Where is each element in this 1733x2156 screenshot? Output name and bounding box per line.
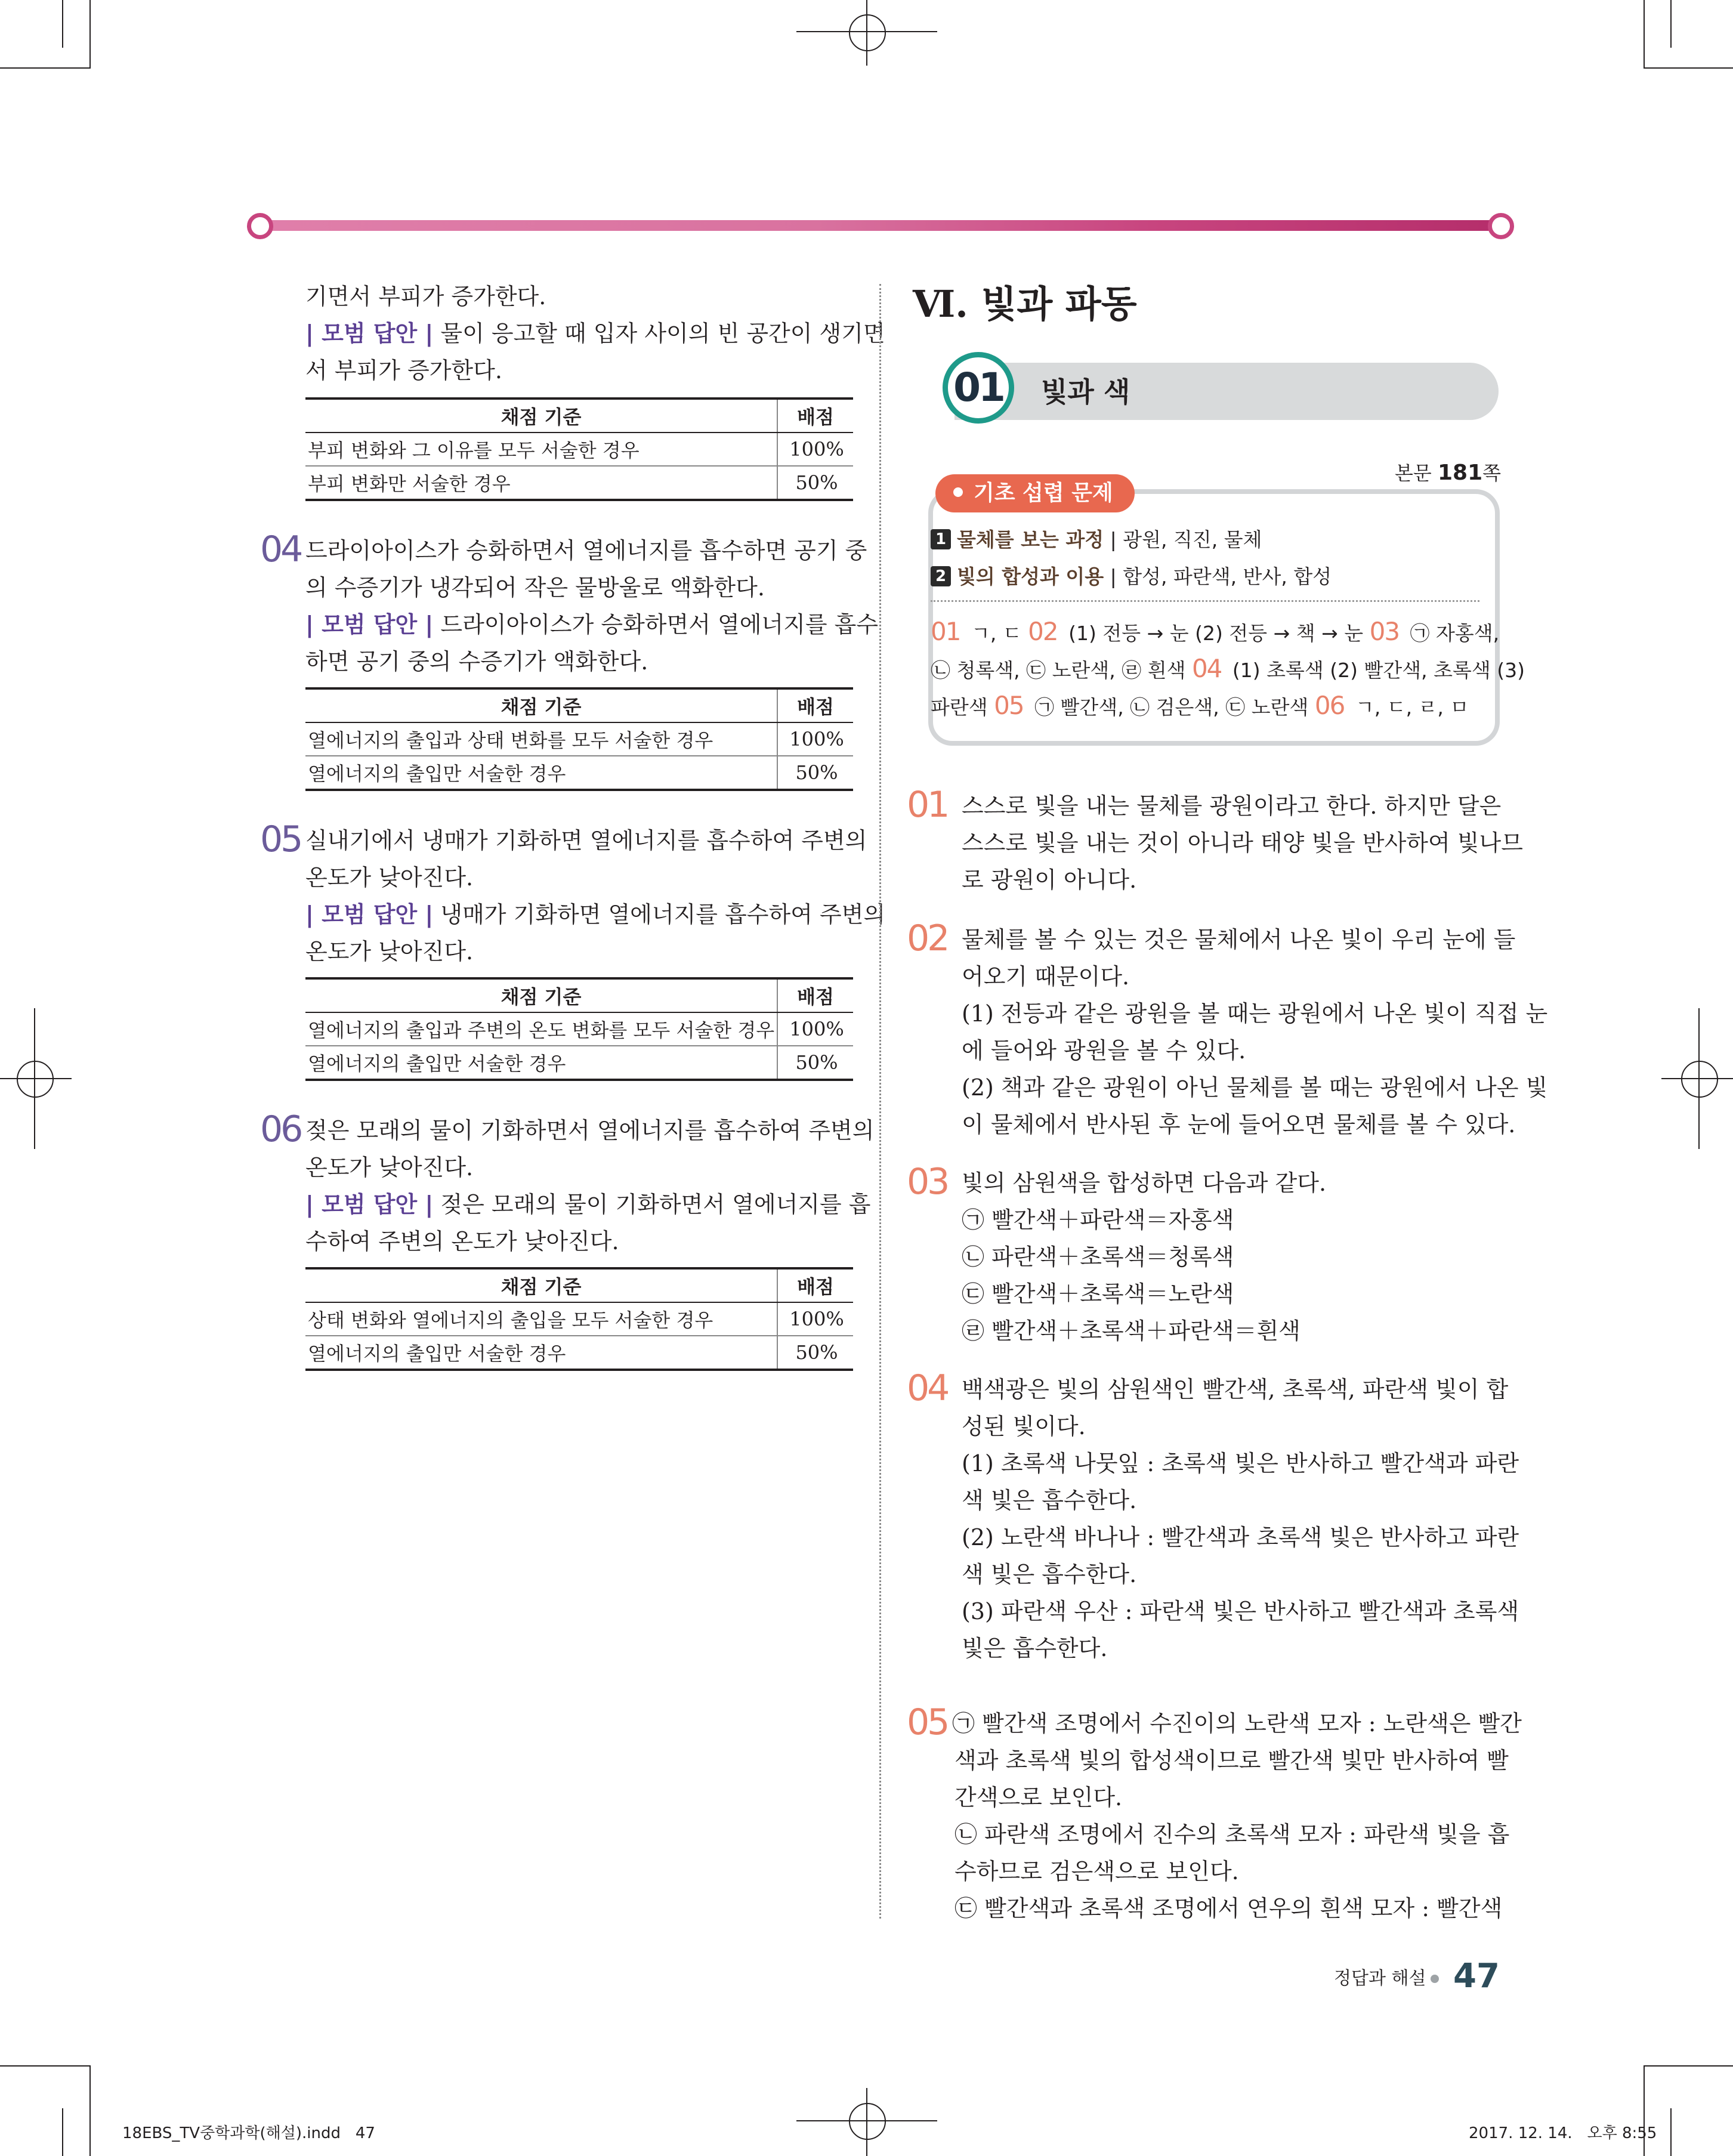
explanation-text: ㉠ 빨간색 조명에서 수진이의 노란색 모자 : 노란색은 빨간 (952, 1710, 1522, 1737)
column-divider (879, 284, 881, 1919)
section-banner (954, 363, 1499, 420)
answer-text: 젖은 모래의 물이 기화하면서 열에너지를 흡 (433, 1191, 871, 1218)
explanation-text: 어오기 때문이다. (962, 963, 1130, 990)
score-header: 배점 (777, 978, 853, 1012)
explanation-text: 빛은 흡수한다. (962, 1635, 1108, 1661)
page-number: 47 (1453, 1957, 1500, 1996)
score-header: 배점 (777, 688, 853, 722)
explanation-text: 성된 빛이다. (962, 1413, 1086, 1440)
item-key: 빛의 합성과 이용 (957, 565, 1104, 588)
chapter-heading (913, 274, 1137, 328)
print-timestamp: 2017. 12. 14. 오후 8:55 (1469, 2124, 1657, 2142)
question-number: 04 (260, 529, 301, 570)
question-number: 04 (907, 1367, 948, 1409)
criteria-header: 채점 기준 (305, 1268, 777, 1302)
criteria-cell: 열에너지의 출입과 상태 변화를 모두 서술한 경우 (305, 722, 777, 756)
answer-number: 01 (931, 617, 960, 646)
explanation-text: 빛의 삼원색을 합성하면 다음과 같다. (962, 1170, 1327, 1196)
question-number: 05 (260, 818, 301, 860)
explanation-text: 의 수증기가 냉각되어 작은 물방울로 액화한다. (305, 574, 765, 601)
criteria-cell: 열에너지의 출입과 주변의 온도 변화를 모두 서술한 경우 (305, 1012, 777, 1046)
explanation-text: 스스로 빛을 내는 물체를 광원이라고 한다. 하지만 달은 (962, 793, 1502, 819)
explanation-text: ㉢ 빨간색＋초록색＝노란색 (962, 1281, 1234, 1307)
basics-answers-line-1 (931, 613, 1499, 652)
basics-answers-line-3 (931, 687, 1469, 726)
question-number: 06 (260, 1108, 301, 1150)
explanation-text: 젖은 모래의 물이 기화하면서 열에너지를 흡수하여 주변의 (305, 1117, 875, 1144)
basics-label (935, 474, 1135, 512)
criteria-cell: 열에너지의 출입만 서술한 경우 (305, 1336, 777, 1370)
item-sep: | (1104, 528, 1123, 551)
grading-table-06 (305, 1267, 853, 1371)
explanation-text: 로 광원이 아니다. (962, 867, 1137, 893)
header-rule-right-dot (1488, 213, 1514, 239)
explanation-text: 이 물체에서 반사된 후 눈에 들어오면 물체를 볼 수 있다. (962, 1111, 1516, 1138)
question-number: 05 (907, 1701, 948, 1743)
answer-text: ㉡ 청록색, ㉢ 노란색, ㉣ 흰색 (931, 659, 1192, 682)
answer-text: 파란색 (931, 696, 994, 719)
explanation-text: 색 빛은 흡수한다. (962, 1561, 1137, 1587)
item-number-badge: 2 (931, 566, 951, 586)
model-answer (305, 896, 885, 933)
explanation-text: (2) 노란색 바나나 : 빨간색과 초록색 빛은 반사하고 파란 (962, 1524, 1519, 1550)
answer-number: 05 (994, 691, 1024, 720)
answer-text: (1) 초록색 (2) 빨간색, 초록색 (3) (1226, 659, 1525, 682)
page-ref-prefix: 본문 (1395, 462, 1438, 484)
grading-table-intro (305, 397, 853, 501)
answer-text-cont: 온도가 낮아진다. (305, 938, 474, 965)
explanation-text: (1) 초록색 나뭇잎 : 초록색 빛은 반사하고 빨간색과 파란 (962, 1450, 1519, 1477)
score-cell: 50% (777, 1336, 853, 1370)
intro-answer (305, 315, 885, 352)
basics-item-2 (931, 558, 1332, 595)
explanation-text: 백색광은 빛의 삼원색인 빨간색, 초록색, 파란색 빛이 합 (962, 1376, 1509, 1403)
footer-label: 정답과 해설 (1334, 1968, 1426, 1989)
answer-text: ㉠ 빨간색, ㉡ 검은색, ㉢ 노란색 (1028, 696, 1315, 719)
page-reference (1395, 458, 1501, 488)
section-title: 빛과 색 (1041, 376, 1130, 408)
item-key: 물체를 보는 과정 (957, 528, 1104, 551)
explanation-text: 실내기에서 냉매가 기화하면 열에너지를 흡수하여 주변의 (305, 827, 867, 854)
basics-item-1 (931, 521, 1262, 558)
chapter-number: Ⅵ. (913, 282, 968, 326)
answer-text-cont: 수하여 주변의 온도가 낮아진다. (305, 1228, 619, 1255)
model-answer-label: | 모범 답안 | (305, 320, 434, 347)
question-number: 03 (907, 1161, 948, 1203)
score-cell: 50% (777, 756, 853, 790)
explanation-text: 색 빛은 흡수한다. (962, 1487, 1137, 1513)
explanation-text: (2) 책과 같은 광원이 아닌 물체를 볼 때는 광원에서 나온 빛 (962, 1074, 1548, 1101)
explanation-text: 색과 초록색 빛의 합성색이므로 빨간색 빛만 반사하여 빨 (954, 1747, 1509, 1774)
explanation-text: ㉡ 파란색＋초록색＝청록색 (962, 1244, 1234, 1270)
answer-text: ㄱ, ㄷ, ㄹ, ㅁ (1349, 696, 1469, 719)
answer-number: 03 (1369, 617, 1400, 646)
score-cell: 50% (777, 466, 853, 500)
page-ref-number: 181 (1438, 461, 1483, 485)
explanation-text: 스스로 빛을 내는 것이 아니라 태양 빛을 반사하여 빛나므 (962, 830, 1523, 856)
answer-text: ㉠ 자홍색, (1404, 622, 1500, 645)
item-value: 합성, 파란색, 반사, 합성 (1123, 565, 1332, 588)
bullet-icon (953, 487, 963, 497)
explanation-text: 간색으로 보인다. (954, 1784, 1123, 1811)
criteria-cell: 부피 변화와 그 이유를 모두 서술한 경우 (305, 433, 777, 466)
header-rule-left-dot (247, 213, 273, 239)
explanation-text: 드라이아이스가 승화하면서 열에너지를 흡수하면 공기 중 (305, 538, 867, 564)
header-rule (258, 220, 1499, 231)
answer-number: 02 (1028, 617, 1058, 646)
answer-text: 드라이아이스가 승화하면서 열에너지를 흡수 (433, 611, 879, 638)
criteria-header: 채점 기준 (305, 688, 777, 722)
intro-answer-cont: 서 부피가 증가한다. (305, 357, 502, 384)
footer-dot-icon (1431, 1975, 1439, 1983)
score-header: 배점 (777, 1268, 853, 1302)
answer-text-cont: 하면 공기 중의 수증기가 액화한다. (305, 648, 648, 675)
explanation-text: 물체를 볼 수 있는 것은 물체에서 나온 빛이 우리 눈에 들 (962, 926, 1516, 953)
model-answer-label: | 모범 답안 | (305, 901, 434, 928)
basics-answers-line-2 (931, 650, 1525, 689)
answer-text: 냉매가 기화하면 열에너지를 흡수하여 주변의 (433, 901, 886, 928)
score-cell: 100% (777, 1012, 853, 1046)
explanation-text: 온도가 낮아진다. (305, 864, 474, 891)
criteria-cell: 열에너지의 출입만 서술한 경우 (305, 1046, 777, 1080)
answer-text: (1) 전등 → 눈 (2) 전등 → 책 → 눈 (1062, 622, 1370, 645)
explanation-text: ㉠ 빨간색＋파란색＝자홍색 (962, 1207, 1234, 1233)
model-answer (305, 1186, 871, 1223)
model-answer-label: | 모범 답안 | (305, 1191, 434, 1218)
file-info: 18EBS_TV중학과학(해설).indd 47 (122, 2124, 375, 2142)
score-cell: 100% (777, 722, 853, 756)
explanation-text: 수하므로 검은색으로 보인다. (954, 1858, 1239, 1885)
section-number: 01 (953, 365, 1003, 410)
criteria-header: 채점 기준 (305, 978, 777, 1012)
score-cell: 100% (777, 433, 853, 466)
explanation-text: 온도가 낮아진다. (305, 1154, 474, 1181)
question-number: 02 (907, 918, 948, 959)
explanation-text: ㉣ 빨간색＋초록색＋파란색＝흰색 (962, 1318, 1300, 1344)
model-answer-label: | 모범 답안 | (305, 611, 434, 638)
score-header: 배점 (777, 399, 853, 433)
intro-text: 기면서 부피가 증가한다. (305, 283, 546, 310)
item-sep: | (1104, 565, 1123, 588)
basics-label-text: 기초 섭렵 문제 (974, 481, 1113, 505)
criteria-cell: 부피 변화만 서술한 경우 (305, 466, 777, 500)
score-cell: 50% (777, 1046, 853, 1080)
explanation-text: ㉡ 파란색 조명에서 진수의 초록색 모자 : 파란색 빛을 흡 (954, 1821, 1510, 1848)
grading-table-04 (305, 687, 853, 791)
dotted-separator (931, 600, 1479, 602)
item-value: 광원, 직진, 물체 (1123, 528, 1262, 551)
explanation-text: (1) 전등과 같은 광원을 볼 때는 광원에서 나온 빛이 직접 눈 (962, 1000, 1548, 1027)
answer-text: ㄱ, ㄷ (965, 622, 1028, 645)
score-cell: 100% (777, 1302, 853, 1336)
model-answer (305, 606, 878, 643)
answer-number: 06 (1314, 691, 1345, 720)
question-number: 01 (907, 784, 948, 826)
item-number-badge: 1 (931, 529, 951, 549)
answer-number: 04 (1191, 654, 1222, 683)
answer-text: 물이 응고할 때 입자 사이의 빈 공간이 생기면 (433, 320, 885, 347)
explanation-text: (3) 파란색 우산 : 파란색 빛은 반사하고 빨간색과 초록색 (962, 1598, 1519, 1624)
explanation-text: 에 들어와 광원을 볼 수 있다. (962, 1037, 1246, 1064)
criteria-header: 채점 기준 (305, 399, 777, 433)
page-ref-suffix: 쪽 (1482, 462, 1502, 484)
criteria-cell: 상태 변화와 열에너지의 출입을 모두 서술한 경우 (305, 1302, 777, 1336)
grading-table-05 (305, 977, 853, 1081)
criteria-cell: 열에너지의 출입만 서술한 경우 (305, 756, 777, 790)
chapter-title: 빛과 파동 (981, 282, 1137, 326)
explanation-text: ㉢ 빨간색과 초록색 조명에서 연우의 흰색 모자 : 빨간색 (954, 1895, 1503, 1922)
